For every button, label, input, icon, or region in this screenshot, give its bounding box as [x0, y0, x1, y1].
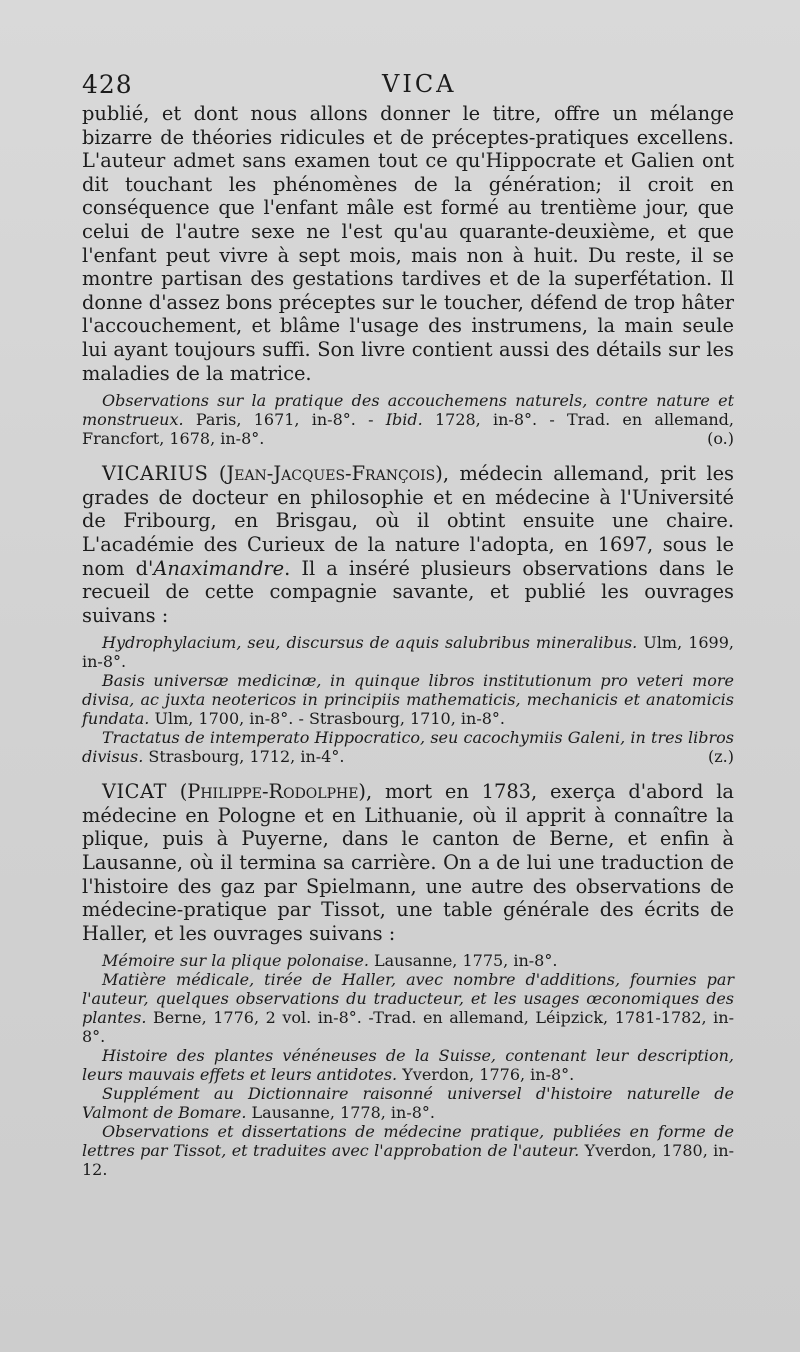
- work-details: Berne, 1776, 2 vol. in-8°. -Trad. en allemand, Léipzick, 1781-1782, in-8°.: [82, 1008, 734, 1047]
- intro-citation: [82, 391, 734, 448]
- work-title: Histoire des plantes vénéneuses de la Suisse, contenant leur description, leurs mauvais effets et leurs antidotes.: [82, 1046, 734, 1085]
- citation-details: Paris, 1671, in-8°. -: [183, 410, 386, 430]
- work-title: Observations et dissertations de médecine pratique, publiées en forme de lettres par Tissot, et traduites avec l'approbation de l'auteur.: [82, 1122, 734, 1161]
- work-citation: [82, 1046, 734, 1084]
- entry-alias: Anaximandre: [153, 556, 285, 580]
- work-title: Hydrophylacium, seu, discursus de aquis salubribus mineralibus.: [102, 633, 638, 653]
- work-details: Lausanne, 1775, in-8°.: [368, 951, 558, 971]
- work-title: Matière médicale, tirée de Haller, avec nombre d'additions, fournies par l'auteur, quelques observations du traducteur, et les usages œconomiques des plantes.: [82, 970, 734, 1028]
- entry-text: , mort en 1783, exerça d'abord la médecine en Pologne et en Lithuanie, où il apprit à connaître la plique, puis à Puyerne, dans le canton de Berne, et enfin à Lausanne, où il termina sa carrière. On a de lui une traduction de l'histoire des gaz par Spielmann, une autre des observations de médecine-pratique par Tissot, une table générale des écrits de Haller, et les ouvrages suivans :: [82, 780, 734, 945]
- citation-title: Observations sur la pratique des accouchemens naturels, contre nature et monstrueux.: [82, 391, 734, 430]
- work-title: Supplément au Dictionnaire raisonné universel d'histoire naturelle de Valmont de Bomare.: [82, 1084, 734, 1123]
- citation-details: 1728, in-8°. - Trad. en allemand, Francfort, 1678, in-8°.: [82, 410, 734, 449]
- citation-ibid: Ibid.: [385, 410, 423, 430]
- work-details: Yverdon, 1780, in-12.: [82, 1141, 735, 1180]
- intro-paragraph: publié, et dont nous allons donner le titre, offre un mélange bizarre de théories ridicules et de préceptes-pratiques excellens. L'auteur admet sans examen tout ce qu'Hippocrate et Galien ont dit touchant les phénomènes de la génération; il croit en conséquence que l'enfant mâle est formé au trentième jour, que celui de l'autre sexe ne l'est qu'au quarante-deuxième, et que l'enfant peut vivre à sept mois, mais non à huit. Du reste, il se montre partisan des gestations tardives et de la superfétation. Il donne d'assez bons préceptes sur le toucher, défend de trop hâter l'accouchement, et blâme l'usage des instrumens, la main seule lui ayant toujours suffi. Son livre contient aussi des détails sur les maladies de la matrice.: [82, 102, 734, 385]
- entry-vicarius: [82, 462, 734, 627]
- work-title: Mémoire sur la plique polonaise.: [102, 951, 369, 971]
- work-citation: [82, 951, 734, 970]
- work-citation: [82, 1084, 734, 1122]
- work-citation: [82, 728, 734, 766]
- entry-text: . Il a inséré plusieurs observations dans le recueil de cette compagnie savante, et publié les ouvrages suivans :: [82, 556, 734, 627]
- running-title: VICA: [382, 70, 457, 98]
- page-number: 428: [82, 70, 133, 99]
- author-signature: (o.): [707, 429, 734, 449]
- entry-forenames: (Philippe-Rodolphe): [179, 780, 366, 804]
- entry-surname: VICAT: [102, 780, 167, 804]
- work-details: Strasbourg, 1712, in-4°.: [143, 747, 345, 767]
- work-details: Lausanne, 1778, in-8°.: [246, 1103, 436, 1123]
- work-details: Yverdon, 1776, in-8°.: [397, 1065, 575, 1085]
- work-citation: [82, 970, 734, 1046]
- work-title: Tractatus de intemperato Hippocratico, seu cacochymiis Galeni, in tres libros divisus.: [82, 728, 734, 767]
- work-title: Basis universæ medicinæ, in quinque libros institutionum pro veteri more divisa, ac juxta neotericos in principiis mathematicis, mechanicis et anatomicis fundata.: [82, 671, 734, 729]
- entry-vicat: [82, 780, 734, 945]
- page-body: [82, 102, 734, 1179]
- author-signature: (z.): [708, 747, 734, 767]
- entry-surname: VICARIUS: [102, 462, 209, 486]
- entry-forenames: (Jean-Jacques-François): [218, 462, 443, 486]
- work-citation: [82, 633, 734, 671]
- work-citation: [82, 1122, 734, 1179]
- work-details: Ulm, 1700, in-8°. - Strasbourg, 1710, in-8°.: [149, 709, 505, 729]
- work-citation: [82, 671, 734, 728]
- work-details: Ulm, 1699, in-8°.: [82, 633, 734, 672]
- page-header: [82, 70, 730, 104]
- entry-text: , médecin allemand, prit les grades de docteur en philosophie et en médecine à l'Université de Fribourg, en Brisgau, où il obtint ensuite une chaire. L'académie des Curieux de la nature l'adopta, en 1697, sous le nom d': [82, 462, 735, 580]
